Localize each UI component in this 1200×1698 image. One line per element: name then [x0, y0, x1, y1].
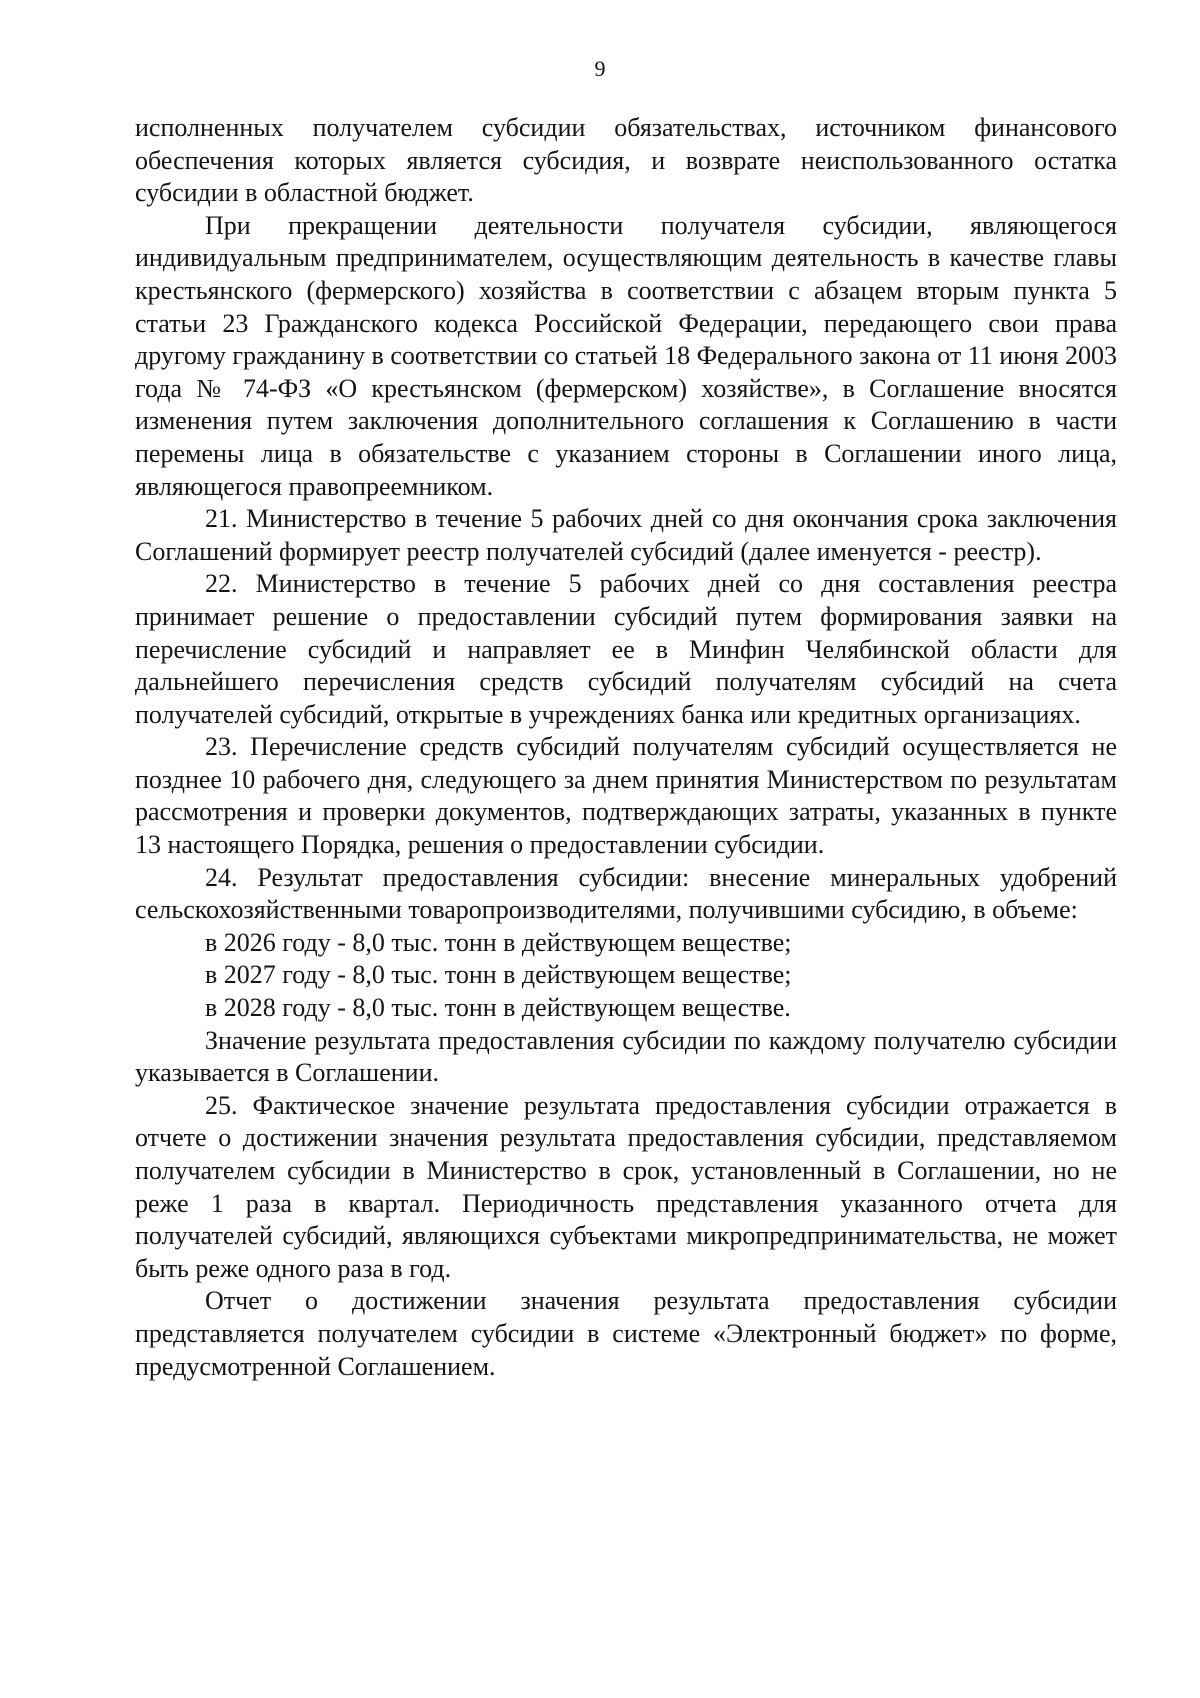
paragraph-farm-termination: При прекращении деятельности получателя субсидии, являющегося индивидуальным предпринимателем, осуществляющим деятельность в качестве главы крестьянского (фермерского) хозяйства в соответствии с абзацем вторым пункта 5 статьи 23 Гражданского кодекса Российской Федерации, передающего свои права другому гражданину в соответствии со статьей 18 Федерального закона от 11 июня 2003 года № 74-ФЗ «О крестьянском (фермерском) хозяйстве», в Соглашение вносятся изменения путем заключения дополнительного соглашения к Соглашению в части перемены лица в обязательстве с указанием стороны в Соглашении иного лица, являющегося правопреемником.: [135, 210, 1117, 501]
paragraph-result-value: Значение результата предоставления субсидии по каждому получателю субсидии указывается в Соглашении.: [135, 1025, 1117, 1088]
page-number: 9: [594, 56, 606, 81]
paragraph-continuation: исполненных получателем субсидии обязательствах, источником финансового обеспечения которых является субсидия, и возврате неиспользованного остатка субсидии в областной бюджет.: [135, 113, 1117, 208]
list-item-2028: в 2028 году - 8,0 тыс. тонн в действующем веществе.: [205, 993, 791, 1023]
paragraph-22: 22. Министерство в течение 5 рабочих дней со дня составления реестра принимает решение о предоставлении субсидий путем формирования заявки на перечисление субсидий и направляет ее в Минфин Челябинской области для дальнейшего перечисления средств субсидий получателям субсидий на счета получателей субсидий, открытые в учреждениях банка или кредитных организациях.: [135, 569, 1117, 729]
paragraph-report: Отчет о достижении значения результата предоставления субсидии представляется получателем субсидии в системе «Электронный бюджет» по форме, предусмотренной Соглашением.: [135, 1286, 1117, 1381]
document-body: [135, 112, 1117, 1383]
list-item-2027: в 2027 году - 8,0 тыс. тонн в действующем веществе;: [205, 960, 792, 990]
paragraph-21: 21. Министерство в течение 5 рабочих дней со дня окончания срока заключения Соглашений формирует реестр получателей субсидий (далее именуется - реестр).: [135, 504, 1117, 566]
paragraph-23: 23. Перечисление средств субсидий получателям субсидий осуществляется не позднее 10 рабочего дня, следующего за днем принятия Министерством по результатам рассмотрения и проверки документов, подтверждающих затраты, указанных в пункте 13 настоящего Порядка, решения о предоставлении субсидии.: [135, 732, 1117, 860]
list-item-2026: в 2026 году - 8,0 тыс. тонн в действующем веществе;: [205, 927, 792, 957]
paragraph-24: 24. Результат предоставления субсидии: внесение минеральных удобрений сельскохозяйственными товаропроизводителями, получившими субсидию, в объеме:: [135, 862, 1117, 925]
paragraph-25: 25. Фактическое значение результата предоставления субсидии отражается в отчете о достижении значения результата предоставления субсидии, представляемом получателем субсидии в Министерство в срок, установленный в Соглашении, но не реже 1 раза в квартал. Периодичность представления указанного отчета для получателей субсидий, являющихся субъектами микропредпринимательства, не может быть реже одного раза в год.: [135, 1090, 1117, 1283]
